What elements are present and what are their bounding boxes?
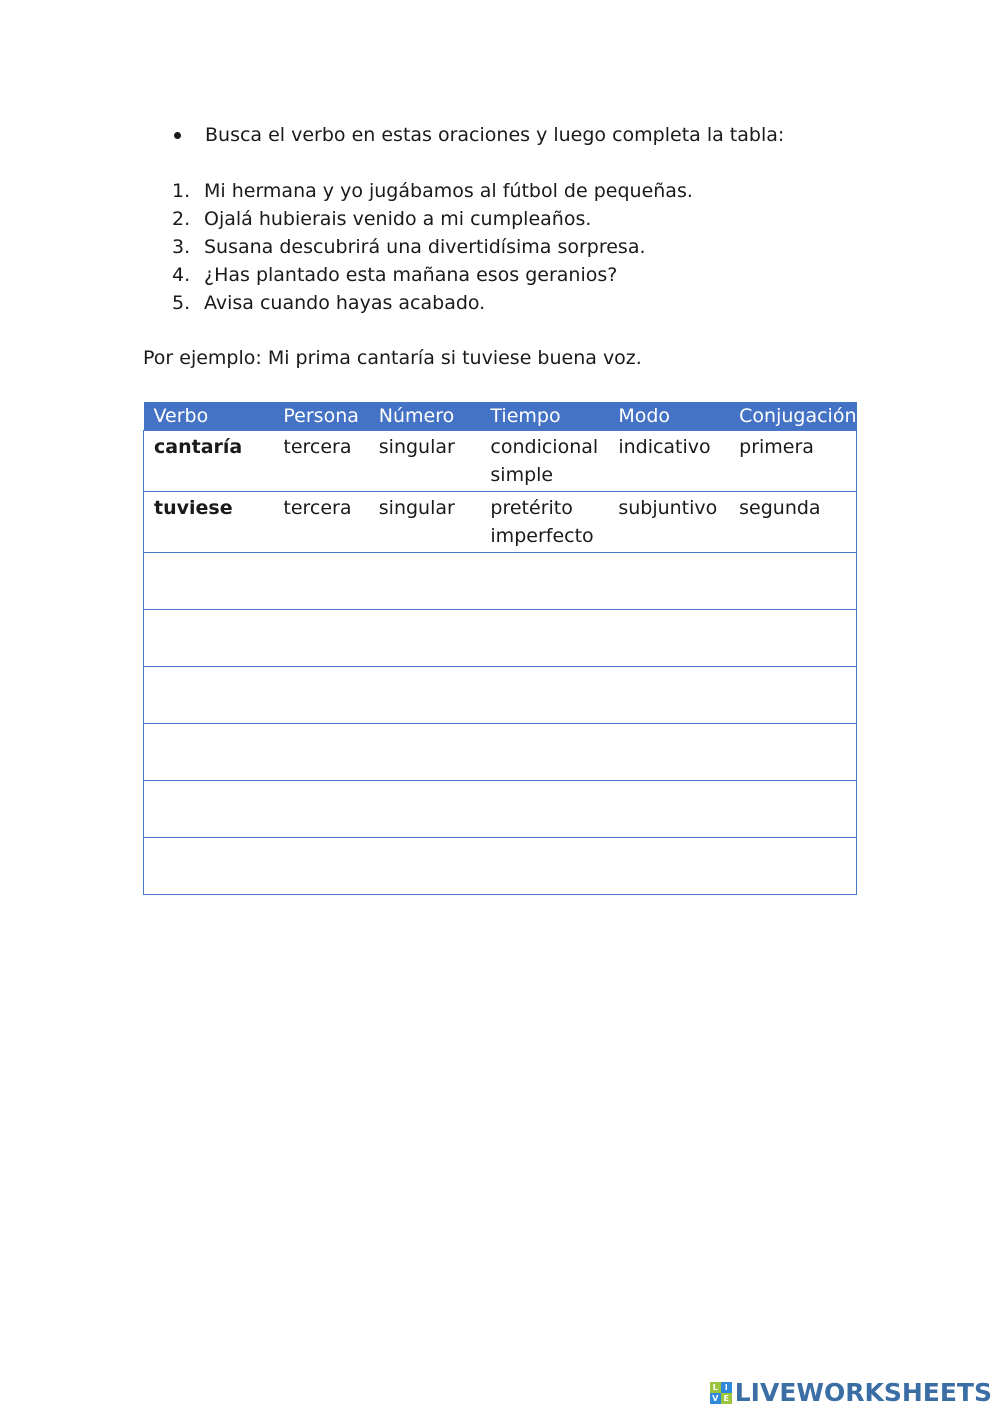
answer-row[interactable]	[144, 553, 857, 610]
liveworksheets-logo	[710, 1378, 992, 1407]
cell-conjugacion: primera	[729, 431, 856, 492]
logo-mark-letter: L	[710, 1382, 721, 1393]
logo-mark-letter: E	[721, 1393, 732, 1404]
logo-mark-letter: V	[710, 1393, 721, 1404]
answer-cell[interactable]	[144, 667, 857, 724]
cell-persona: tercera	[273, 431, 368, 492]
cell-conjugacion: segunda	[729, 492, 856, 553]
cell-numero: singular	[369, 431, 481, 492]
sentence-text: Mi hermana y yo jugábamos al fútbol de pequeñas.	[204, 180, 693, 202]
logo-mark-letter: I	[721, 1382, 732, 1393]
sentence-item	[172, 233, 693, 261]
instruction	[172, 122, 784, 148]
sentence-number: 5.	[172, 292, 191, 314]
answer-cell[interactable]	[144, 610, 857, 667]
sentence-item	[172, 205, 693, 233]
answer-row[interactable]	[144, 610, 857, 667]
table-header-row	[144, 402, 857, 431]
answer-row[interactable]	[144, 781, 857, 838]
header-modo: Modo	[608, 402, 729, 431]
logo-mark-icon	[710, 1382, 732, 1404]
sentence-number: 4.	[172, 264, 191, 286]
answer-cell[interactable]	[144, 553, 857, 610]
cell-persona: tercera	[273, 492, 368, 553]
sentence-item	[172, 261, 693, 289]
answer-row[interactable]	[144, 724, 857, 781]
cell-tiempo	[480, 492, 608, 553]
sentence-text: Avisa cuando hayas acabado.	[204, 292, 486, 314]
bullet-icon	[174, 132, 181, 139]
sentence-list	[172, 177, 693, 317]
sentence-text: Ojalá hubierais venido a mi cumpleaños.	[204, 208, 592, 230]
table-row	[144, 492, 857, 553]
cell-tiempo-line2: simple	[490, 464, 554, 486]
answer-row[interactable]	[144, 667, 857, 724]
header-conjugacion: Conjugación	[729, 402, 856, 431]
sentence-number: 3.	[172, 236, 191, 258]
cell-verbo: tuviese	[144, 492, 274, 553]
table-row	[144, 431, 857, 492]
cell-numero: singular	[369, 492, 481, 553]
cell-modo: subjuntivo	[608, 492, 729, 553]
answer-cell[interactable]	[144, 724, 857, 781]
logo-text: LIVEWORKSHEETS	[734, 1378, 992, 1407]
sentence-number: 2.	[172, 208, 191, 230]
cell-tiempo-line1: pretérito	[490, 497, 573, 519]
header-tiempo: Tiempo	[480, 402, 608, 431]
cell-modo: indicativo	[608, 431, 729, 492]
cell-verbo: cantaría	[144, 431, 274, 492]
header-verbo: Verbo	[144, 402, 274, 431]
cell-tiempo-line1: condicional	[490, 436, 599, 458]
verb-table	[143, 402, 857, 895]
answer-cell[interactable]	[144, 781, 857, 838]
header-persona: Persona	[273, 402, 368, 431]
answer-row[interactable]	[144, 838, 857, 895]
sentence-number: 1.	[172, 180, 191, 202]
answer-cell[interactable]	[144, 838, 857, 895]
cell-tiempo-line2: imperfecto	[490, 525, 594, 547]
sentence-text: ¿Has plantado esta mañana esos geranios?	[204, 264, 618, 286]
sentence-item	[172, 289, 693, 317]
sentence-text: Susana descubrirá una divertidísima sorpresa.	[204, 236, 646, 258]
sentence-item	[172, 177, 693, 205]
example-sentence: Por ejemplo: Mi prima cantaría si tuviese buena voz.	[143, 347, 642, 369]
instruction-text: Busca el verbo en estas oraciones y luego completa la tabla:	[205, 124, 785, 146]
header-numero: Número	[369, 402, 481, 431]
cell-tiempo	[480, 431, 608, 492]
